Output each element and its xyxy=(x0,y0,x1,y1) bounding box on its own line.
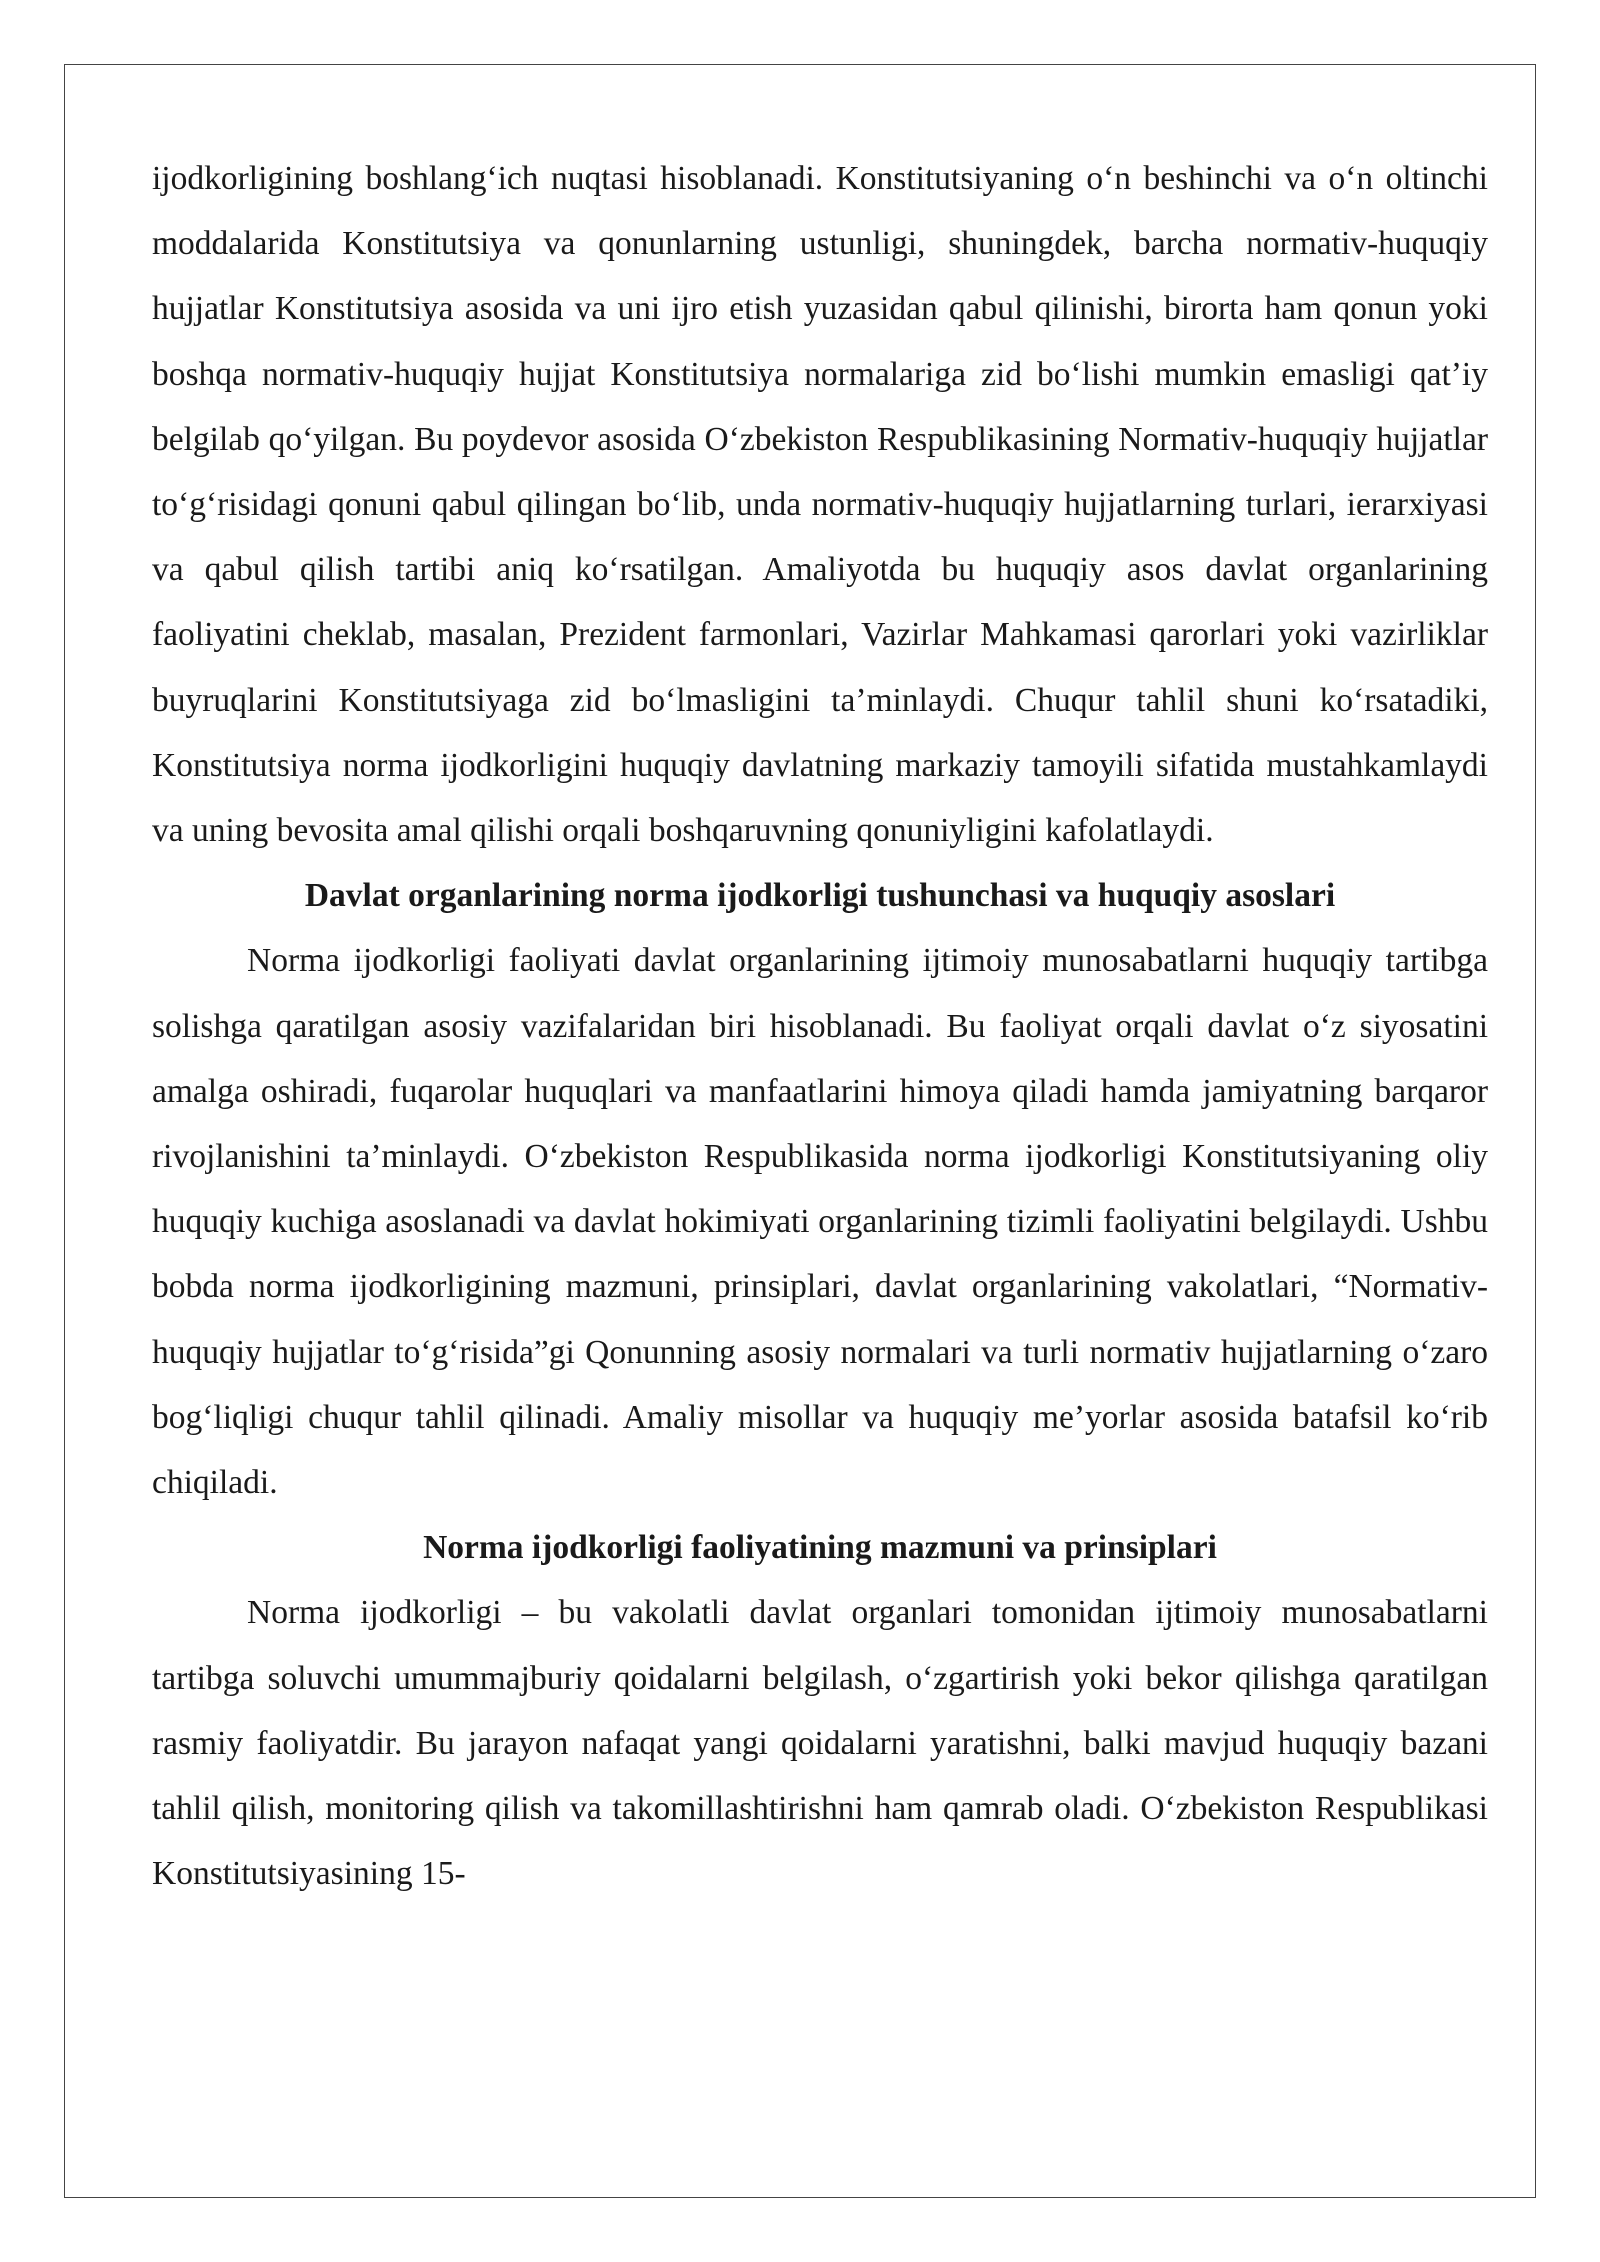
section-heading-mazmuni-va-prinsiplari: Norma ijodkorligi faoliyatining mazmuni va prinsiplari xyxy=(423,1529,1217,1567)
paragraph-konstitutsiya-ustunligi: ijodkorligining boshlang‘ich nuqtasi hisoblanadi. Konstitutsiyaning o‘n beshinchi va o‘n oltinchi moddalarida Konstitutsiya va qonunlarning ustunligi, shuningdek, barcha normativ-huquqiy hujjatlar Konstitutsiya asosida va uni ijro etish yuzasidan qabul qilinishi, birorta ham qonun yoki boshqa normativ-huquqiy hujjat Konstitutsiya normalariga zid bo‘lishi mumkin emasligi qat’iy belgilab qo‘yilgan. Bu poydevor asosida O‘zbekiston Respublikasining Normativ-huquqiy hujjatlar to‘g‘risidagi qonuni qabul qilingan bo‘lib, unda normativ-huquqiy hujjatlarning turlari, ierarxiyasi va qabul qilish tartibi aniq ko‘rsatilgan. Amaliyotda bu huquqiy asos davlat organlarining faoliyatini cheklab, masalan, Prezident farmonlari, Vazirlar Mahkamasi qarorlari yoki vazirliklar buyruqlarini Konstitutsiyaga zid bo‘lmasligini ta’minlaydi. Chuqur tahlil shuni ko‘rsatadiki, Konstitutsiya norma ijodkorligini huquqiy davlatning markaziy tamoyili sifatida mustahkamlaydi va uning bevosita amal qilishi orqali boshqaruvning qonuniyligini kafolatlaydi. xyxy=(152,160,1488,850)
document-body xyxy=(152,146,1488,1906)
paragraph-norma-ijodkorligi-faoliyati: Norma ijodkorligi faoliyati davlat organlarining ijtimoiy munosabatlarni huquqiy tartibga solishga qaratilgan asosiy vazifalaridan biri hisoblanadi. Bu faoliyat orqali davlat o‘z siyosatini amalga oshiradi, fuqarolar huquqlari va manfaatlarini himoya qiladi hamda jamiyatning barqaror rivojlanishini ta’minlaydi. O‘zbekiston Respublikasida norma ijodkorligi Konstitutsiyaning oliy huquqiy kuchiga asoslanadi va davlat hokimiyati organlarining tizimli faoliyatini belgilaydi. Ushbu bobda norma ijodkorligining mazmuni, prinsiplari, davlat organlarining vakolatlari, “Normativ-huquqiy hujjatlar to‘g‘risida”gi Qonunning asosiy normalari va turli normativ hujjatlarning o‘zaro bog‘liqligi chuqur tahlil qilinadi. Amaliy misollar va huquqiy me’yorlar asosida batafsil ko‘rib chiqiladi. xyxy=(152,942,1488,1502)
paragraph-norma-ijodkorligi-tarifi: Norma ijodkorligi – bu vakolatli davlat organlari tomonidan ijtimoiy munosabatlarni tartibga soluvchi umummajburiy qoidalarni belgilash, o‘zgartirish yoki bekor qilishga qaratilgan rasmiy faoliyatdir. Bu jarayon nafaqat yangi qoidalarni yaratishni, balki mavjud huquqiy bazani tahlil qilish, monitoring qilish va takomillashtirishni ham qamrab oladi. O‘zbekiston Respublikasi Konstitutsiyasining 15- xyxy=(152,1594,1488,1893)
section-heading-norma-ijodkorligi-tushunchasi: Davlat organlarining norma ijodkorligi tushunchasi va huquqiy asoslari xyxy=(304,877,1336,915)
